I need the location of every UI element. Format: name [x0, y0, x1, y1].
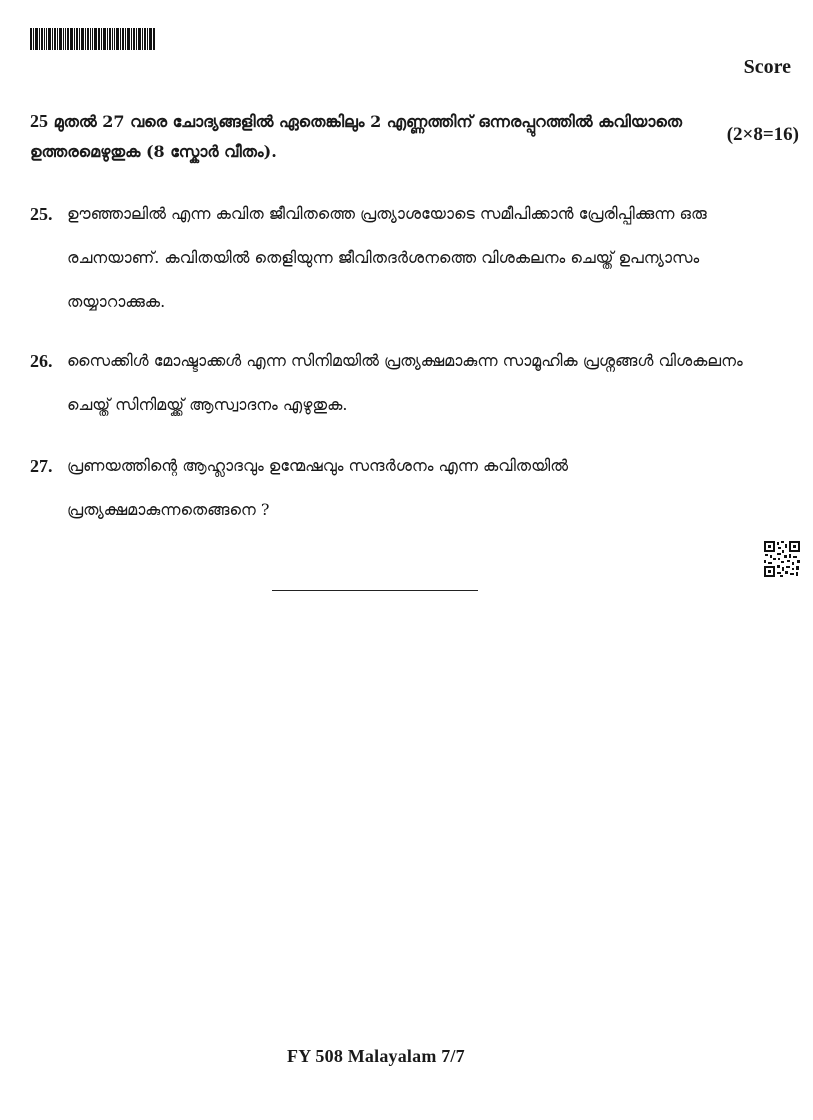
instruction-text: [30, 106, 770, 167]
question-number: 25.: [30, 204, 53, 224]
instruction-body: മുതൽ 27 വരെ ചോദ്യങ്ങളിൽ ഏതെങ്കിലും 2 എണ്ണത്തിന് ഒന്നരപ്പുറത്തിൽ കവിയാതെ ഉത്തരമെഴുതുക (8 സ്കോർ വീതം).: [30, 112, 683, 161]
question-25: [30, 204, 750, 324]
end-of-questions-rule: [272, 590, 478, 591]
question-text: പ്രണയത്തിന്റെ ആഹ്ലാദവും ഉന്മേഷവും സന്ദർശനം എന്ന കവിതയിൽ പ്രത്യക്ഷമാകുന്നതെങ്ങനെ ?: [67, 456, 569, 519]
score-label: Score: [743, 56, 791, 78]
qr-code-icon: [764, 541, 800, 577]
marks-allocation: (2×8=16): [726, 124, 799, 145]
barcode-icon: [30, 28, 156, 50]
question-number: 26.: [30, 351, 53, 371]
page-footer: FY 508 Malayalam 7/7: [287, 1046, 465, 1066]
question-27: [30, 456, 750, 536]
question-number: 27.: [30, 456, 53, 476]
question-text: ഊഞ്ഞാലിൽ എന്ന കവിത ജീവിതത്തെ പ്രത്യാശയോടെ സമീപിക്കാൻ പ്രേരിപ്പിക്കുന്ന ഒരു രചനയാണ്. കവിതയിൽ തെളിയുന്ന ജീവിതദർശനത്തെ വിശകലനം ചെയ്ത് ഉപന്യാസം തയ്യാറാക്കുക.: [67, 204, 707, 311]
question-text: സൈക്കിൾ മോഷ്ടാക്കൾ എന്ന സിനിമയിൽ പ്രത്യക്ഷമാകുന്ന സാമൂഹിക പ്രശ്നങ്ങൾ വിശകലനം ചെയ്ത് സിനിമയ്ക്ക് ആസ്വാദനം എഴുതുക.: [67, 351, 743, 414]
instruction-range-start: 25: [30, 111, 48, 131]
question-26: [30, 351, 750, 431]
